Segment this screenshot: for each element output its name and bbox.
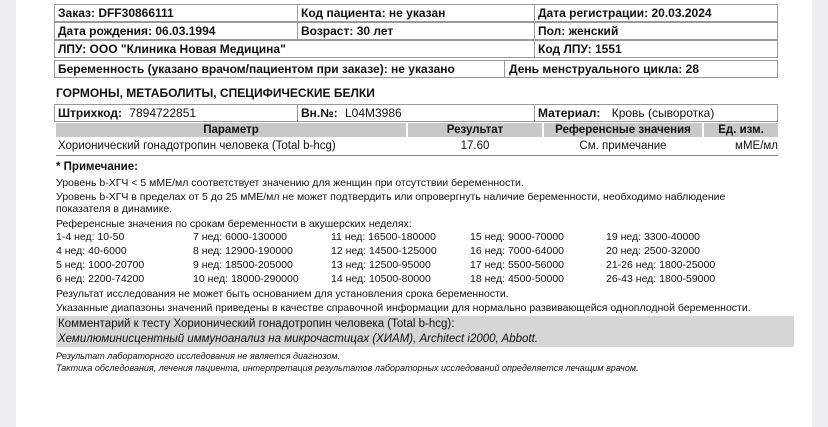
material-field [534, 104, 778, 122]
week-ref: 1-4 нед: 10-50 [56, 231, 125, 243]
patient-sex: Пол: женский [534, 22, 778, 40]
registration-date: Дата регистрации: 20.03.2024 [534, 4, 778, 22]
week-ref: 20 нед: 2500-32000 [606, 245, 701, 257]
col-header-parameter: Параметр [56, 123, 406, 137]
vn-value: L04M3986 [344, 106, 402, 120]
note-after: Результат исследования не может быть основанием для установления срока беременности. [56, 288, 509, 300]
section-title: ГОРМОНЫ, МЕТАБОЛИТЫ, СПЕЦИФИЧЕСКИЕ БЕЛКИ [56, 86, 375, 100]
row-units: мМЕ/мл [735, 140, 778, 152]
pregnancy-status: Беременность (указано врачом/пациентом при заказе): не указано [54, 60, 505, 78]
order-number: Заказ: DFF30866111 [54, 4, 298, 22]
week-ref: 10 нед: 18000-290000 [193, 273, 299, 285]
note-line: показателя в динамике. [56, 203, 173, 215]
week-ref: 19 нед: 3300-40000 [606, 231, 701, 243]
week-ref: 9 нед: 18500-205000 [193, 259, 293, 271]
patient-age: Возраст: 30 лет [297, 22, 535, 40]
vn-label: Вн.№: [301, 106, 338, 120]
comment-text: Хемилюминисцентный иммуноанализ на микрочастицах (ХИАМ), Architect i2000, Abbott. [56, 332, 794, 347]
week-ref: 4 нед: 40-6000 [56, 245, 127, 257]
week-ref: 11 нед: 16500-180000 [331, 231, 436, 243]
lpu-code: Код ЛПУ: 1551 [534, 40, 778, 58]
material-label: Материал: [538, 106, 601, 120]
week-ref: 21-26 нед: 1800-25000 [606, 259, 716, 271]
week-ref: 18 нед: 4500-50000 [470, 273, 565, 285]
barcode-value: 7894722851 [129, 106, 197, 120]
row-parameter: Хорионический гонадотропин человека (Total b-hcg) [58, 140, 336, 152]
week-ref: 17 нед: 5500-56000 [470, 259, 565, 271]
row-divider [56, 155, 778, 156]
note-line: Уровень b-ХГЧ в пределах от 5 до 25 мМЕ/мл не может подтвердить или опровергнуть наличие беременности, необходимо наблюдение [56, 191, 726, 203]
note-line: Уровень b-ХГЧ < 5 мМЕ/мл соответствует значению для женщин при отсутствии беременности. [56, 177, 524, 189]
note-after: Указанные диапазоны значений приведены в качестве справочной информации для нормально развивающейся одноплодной беременности. [56, 302, 751, 314]
week-ref: 26-43 нед: 1800-59000 [606, 273, 716, 285]
week-ref: 13 нед: 12500-95000 [331, 259, 431, 271]
col-header-result: Результат [408, 123, 542, 137]
birth-date: Дата рождения: 06.03.1994 [54, 22, 298, 40]
barcode-label: Штрихкод: [58, 106, 122, 120]
week-ref: 5 нед: 1000-20700 [56, 259, 145, 271]
week-ref: 14 нед: 10500-80000 [331, 273, 431, 285]
patient-code: Код пациента: не указан [297, 4, 535, 22]
note-line: Референсные значения по срокам беременности в акушерских неделях: [56, 218, 412, 230]
cycle-day: День менструального цикла: 28 [504, 60, 778, 78]
material-value: Кровь (сыворотка) [611, 106, 715, 120]
col-header-units: Ед. изм. [704, 123, 778, 137]
week-ref: 8 нед: 12900-190000 [193, 245, 293, 257]
col-header-reference: Референсные значения [544, 123, 702, 137]
week-ref: 16 нед: 7000-64000 [470, 245, 565, 257]
vn-field [297, 104, 535, 122]
lpu-name: ЛПУ: ООО "Клиника Новая Медицина" [54, 40, 535, 58]
note-title: * Примечание: [56, 161, 138, 173]
week-ref: 6 нед: 2200-74200 [56, 273, 145, 285]
report-sheet [16, 0, 812, 427]
week-ref: 7 нед: 6000-130000 [193, 231, 288, 243]
week-ref: 12 нед: 14500-125000 [331, 245, 437, 257]
disclaimer-line: Результат лабораторного исследования не является диагнозом. [56, 351, 341, 361]
week-ref: 15 нед: 9000-70000 [470, 231, 565, 243]
row-result: 17.60 [460, 140, 490, 152]
comment-title: Комментарий к тесту Хорионический гонадотропин человека (Total b-hcg): [56, 316, 794, 332]
disclaimer-line: Тактика обследования, лечения пациента, интерпретация результатов лабораторных исследований определяется лечащим врачом. [56, 363, 639, 373]
barcode-field [54, 104, 298, 122]
row-reference: См. примечание [579, 140, 667, 152]
